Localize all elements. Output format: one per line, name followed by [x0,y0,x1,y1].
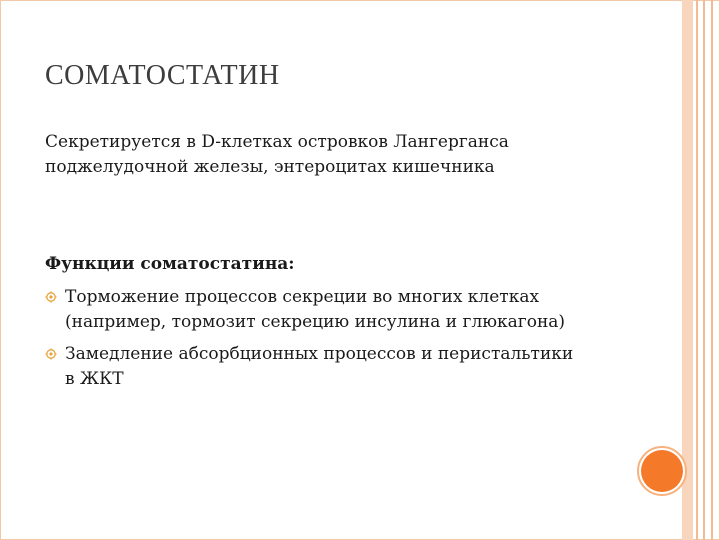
sun-burst-icon [45,291,57,303]
bullet-text-line: (например, тормозит секрецию инсулина и глюкагона) [65,312,566,332]
intro-paragraph [45,130,605,180]
slide-title: СОМАТОСТАТИН [45,60,280,91]
list-item [45,285,645,335]
bullet-list [45,285,645,399]
intro-line: поджелудочной железы, энтероцитах кишечника [45,157,495,177]
bullet-text-line: Торможение процессов секреции во многих клетках [65,287,540,307]
sun-burst-icon [45,348,57,360]
functions-heading: Функции соматостатина: [45,254,295,274]
right-decor-line [711,0,713,540]
right-decor-line [703,0,705,540]
intro-line: Секретируется в D-клетках островков Лангерганса [45,132,509,152]
right-decor-line [696,0,698,540]
list-item [45,342,645,392]
bullet-text-line: Замедление абсорбционных процессов и перистальтики [65,344,574,364]
orange-circle-fill [641,450,683,492]
bullet-text-line: в ЖКТ [65,369,124,389]
